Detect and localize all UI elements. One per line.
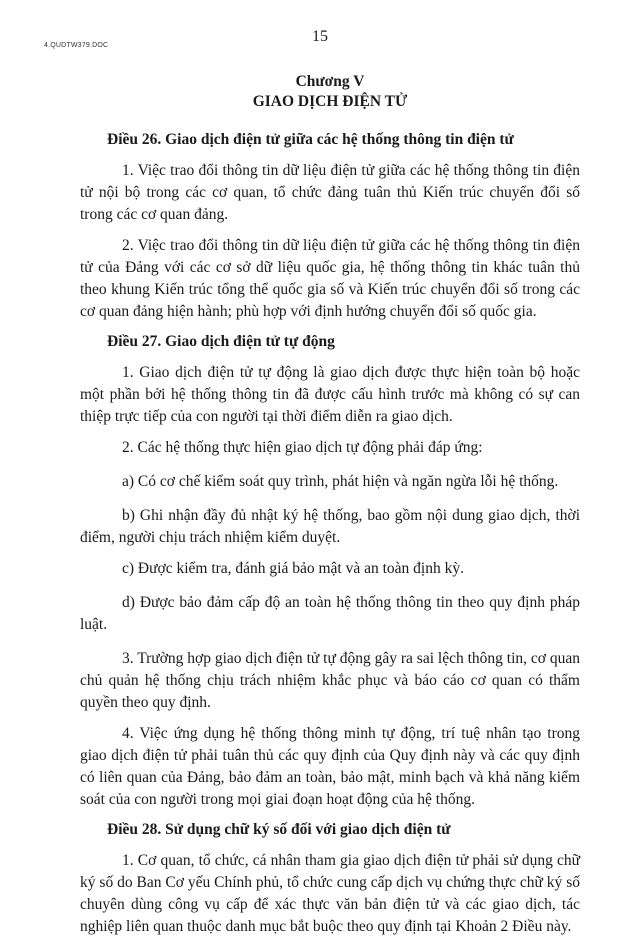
article-paragraph: d) Được bảo đảm cấp độ an toàn hệ thống thông tin theo quy định pháp luật.: [80, 594, 580, 633]
article-paragraph: 2. Việc trao đổi thông tin dữ liệu điện tử giữa các hệ thống thông tin điện tử của Đảng với các cơ sở dữ liệu quốc gia, hệ thống thông tin khác tuân thủ theo khung Kiến trúc tổng thể quốc gia số và Kiến trúc chuyển đổi số trong các cơ quan đảng hiện hành; phù hợp với định hướng chuyển đổi số quốc gia.: [80, 237, 580, 320]
article-28: [80, 820, 580, 938]
article-paragraph: a) Có cơ chế kiểm soát quy trình, phát hiện và ngăn ngừa lỗi hệ thống.: [122, 473, 559, 490]
page-number: 15: [312, 28, 328, 45]
document-body: [80, 72, 580, 947]
chapter-title: GIAO DỊCH ĐIỆN TỬ: [252, 93, 408, 110]
article-paragraph: 4. Việc ứng dụng hệ thống thông minh tự động, trí tuệ nhân tạo trong giao dịch điện tử phải tuân thủ các quy định của Quy định này và các quy định có liên quan của Đảng, bảo đảm an toàn, bảo mật, minh bạch và khả năng kiểm soát của con người trong mọi giai đoạn hoạt động của hệ thống.: [80, 725, 580, 808]
article-paragraph: b) Ghi nhận đầy đủ nhật ký hệ thống, bao gồm nội dung giao dịch, thời điểm, người chịu trách nhiệm kiểm duyệt.: [80, 507, 580, 546]
article-heading: Điều 27. Giao dịch điện tử tự động: [107, 333, 335, 350]
article-paragraph: c) Được kiểm tra, đánh giá bảo mật và an toàn định kỳ.: [122, 560, 464, 577]
article-paragraph: 1. Giao dịch điện tử tự động là giao dịch được thực hiện toàn bộ hoặc một phần bởi hệ thống thông tin đã được cấu hình trước mà không có sự can thiệp trực tiếp của con người tại thời điểm diễn ra giao dịch.: [80, 364, 580, 425]
article-27: [80, 332, 580, 811]
article-paragraph: 1. Việc trao đổi thông tin dữ liệu điện tử giữa các hệ thống thông tin điện tử nội bộ trong các cơ quan, tổ chức đảng tuân thủ Kiến trúc chuyển đổi số trong các cơ quan đảng.: [80, 162, 580, 223]
article-paragraph: 1. Cơ quan, tổ chức, cá nhân tham gia giao dịch điện tử phải sử dụng chữ ký số do Ban Cơ yếu Chính phủ, tổ chức cung cấp dịch vụ chứng thực chữ ký số chuyên dùng công vụ cấp để xác thực văn bản điện tử và các giao dịch, tác nghiệp liên quan thuộc danh mục bắt buộc theo quy định tại Khoản 2 Điều này.: [80, 852, 580, 935]
article-heading: Điều 28. Sử dụng chữ ký số đối với giao dịch điện tử: [107, 821, 451, 838]
document-id: 4.QUDTW379.DOC: [44, 42, 109, 49]
article-heading: Điều 26. Giao dịch điện tử giữa các hệ thống thông tin điện tử: [107, 131, 514, 148]
chapter-label: Chương V: [295, 73, 365, 90]
article-paragraph: 3. Trường hợp giao dịch điện tử tự động gây ra sai lệch thông tin, cơ quan chủ quản hệ thống chịu trách nhiệm khắc phục và báo cáo cơ quan có thẩm quyền theo quy định.: [80, 650, 580, 711]
article-paragraph: 2. Các hệ thống thực hiện giao dịch tự động phải đáp ứng:: [122, 439, 483, 456]
article-26: [80, 130, 580, 323]
